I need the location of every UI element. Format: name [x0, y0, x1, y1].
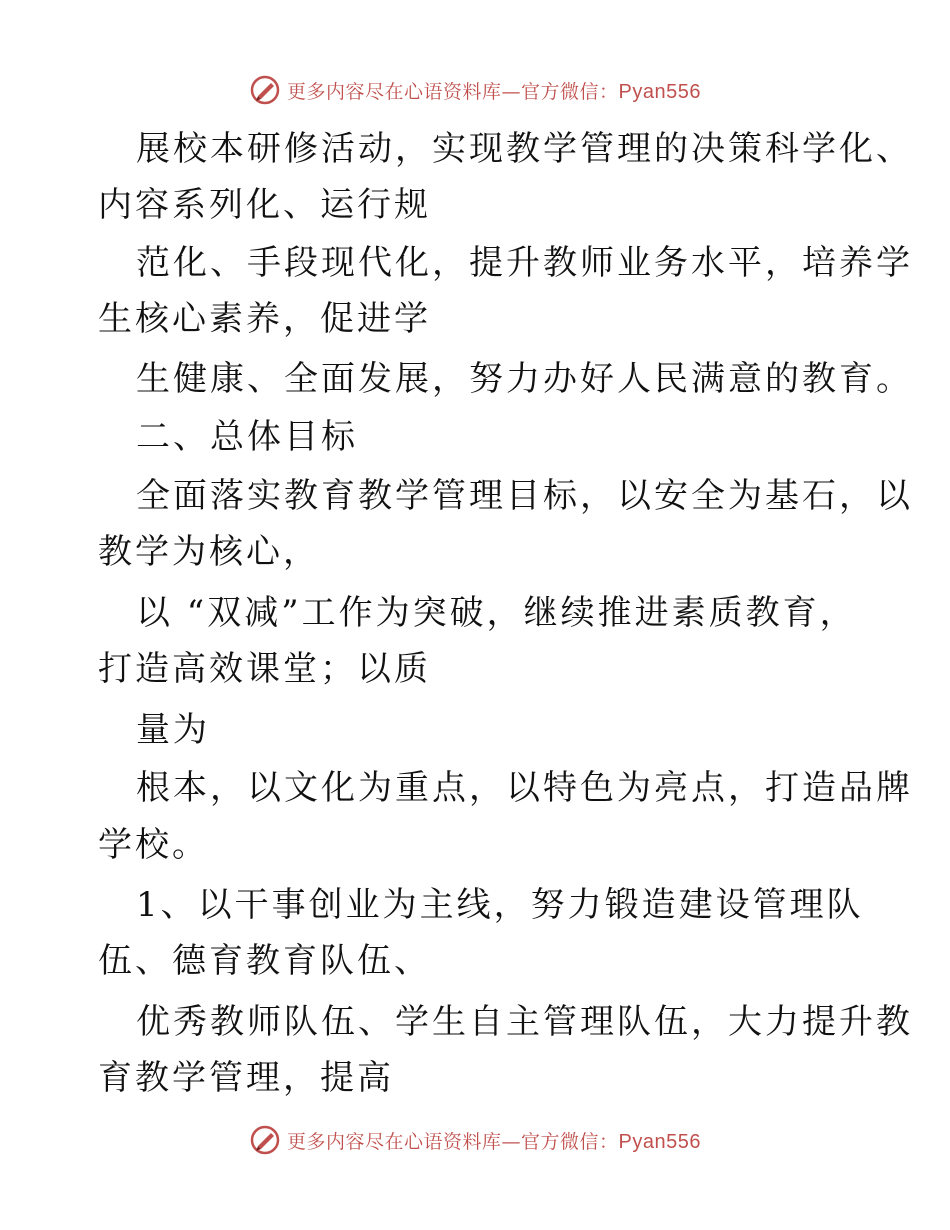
- watermark-wechat-id: Pyan556: [618, 80, 701, 103]
- watermark-label: 更多内容尽在心语资料库—官方微信：: [287, 80, 619, 103]
- text-line: 1、以干事创业为主线，努力锻造建设管理队: [136, 885, 864, 925]
- text-line: 生健康、全面发展，努力办好人民满意的教育。: [136, 359, 913, 399]
- watermark-text: [287, 1127, 701, 1154]
- text-line: 生核心素养，促进学: [98, 299, 431, 339]
- text-line: 以 “双减”工作为突破，继续推进素质教育，: [136, 593, 857, 633]
- watermark-label: 更多内容尽在心语资料库—官方微信：: [287, 1130, 619, 1153]
- text-line: 全面落实教育教学管理目标，以安全为基石，以: [136, 476, 913, 516]
- pen-logo-icon: [249, 1124, 281, 1156]
- text-line: 教学为核心，: [98, 532, 320, 572]
- text-line: 展校本研修活动，实现教学管理的决策科学化、: [136, 129, 913, 169]
- watermark-wechat-id: Pyan556: [618, 1130, 701, 1153]
- section-heading: 二、总体目标: [136, 417, 358, 457]
- text-line: 学校。: [98, 825, 209, 865]
- text-line: 打造高效课堂；以质: [98, 649, 431, 689]
- text-line: 优秀教师队伍、学生自主管理队伍，大力提升教: [136, 1002, 913, 1042]
- text-line: 根本，以文化为重点，以特色为亮点，打造品牌: [136, 768, 913, 808]
- text-line: 量为: [136, 710, 210, 750]
- text-line: 范化、手段现代化，提升教师业务水平，培养学: [136, 243, 913, 283]
- text-line: 育教学管理，提高: [98, 1058, 394, 1098]
- text-line: 内容系列化、运行规: [98, 185, 431, 225]
- footer-watermark: [0, 1120, 950, 1160]
- text-line: 伍、德育教育队伍、: [98, 941, 431, 981]
